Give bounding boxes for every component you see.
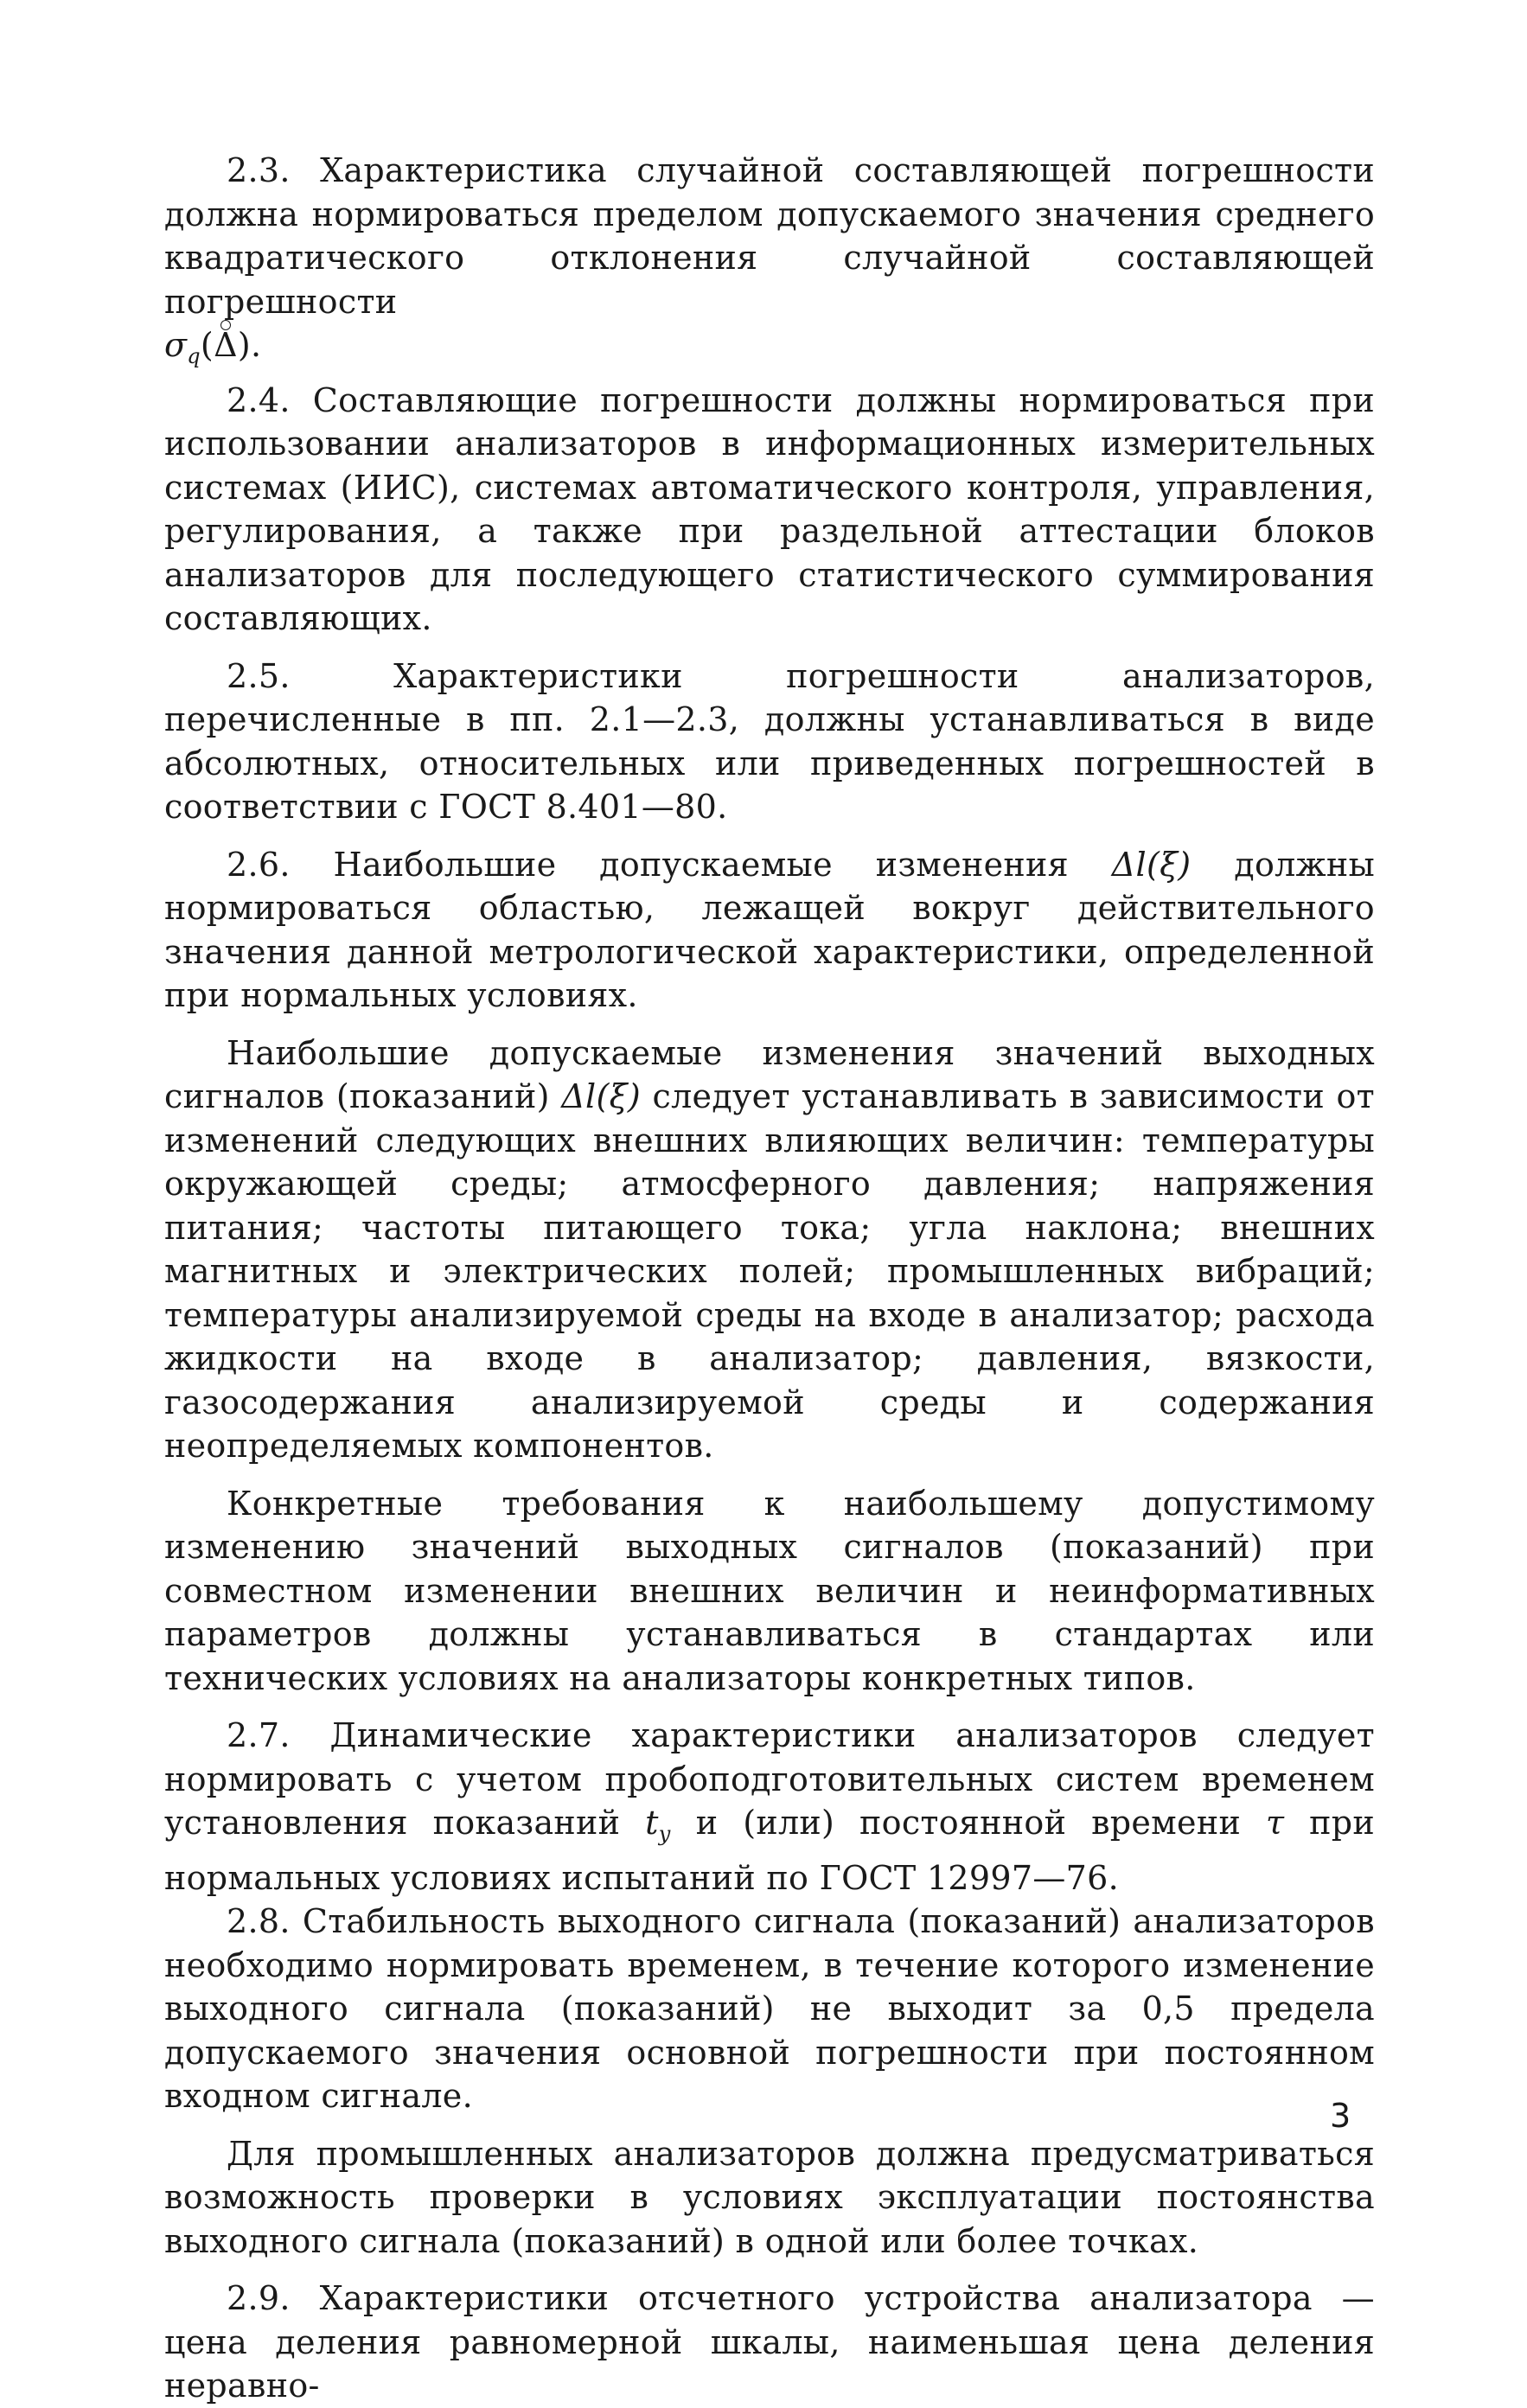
paragraph-2-6-second-text-a: Наибольшие допускаемые изменения значений выходных сигналов (показаний)	[164, 1033, 1375, 1115]
subscript-y: у	[658, 1822, 671, 1846]
paragraph-2-7-text-c: при нормальных условиях испытаний по ГОСТ 12997—76.	[164, 1804, 1375, 1897]
paragraph-2-7	[164, 1714, 1375, 1900]
paragraph-2-5: 2.5. Характеристики погрешности анализаторов, перечисленные в пп. 2.1—2.3, должны устанавливаться в виде абсолютных, относительных или приведенных погрешностей в соответствии с ГОСТ 8.401—80.	[164, 656, 1375, 826]
t-symbol: t	[645, 1804, 659, 1842]
tau-symbol: τ	[1265, 1804, 1285, 1842]
paragraph-2-8-second: Для промышленных анализаторов должна предусматриваться возможность проверки в условиях эксплуатации постоянства выходного сигнала (показаний) в одной или более точках.	[164, 2134, 1375, 2260]
delta-l-xi-symbol-2: Δl(ξ)	[561, 1077, 641, 1115]
paragraph-2-6-second-text-b: следует устанавливать в зависимости от изменений следующих внешних влияющих величин: температуры окружающей среды; атмосферного давления; напряжения питания; частоты питающего тока; угла наклона; внешних магнитных и электрических полей; промышленных вибраций; температуры анализируемой среды на входе в анализатор; расхода жидкости на входе в анализатор; давления, вязкости, газосодержания анализируемой среды и содержания неопределяемых компонентов.	[164, 1077, 1375, 1465]
page-number: 3	[1330, 2097, 1351, 2135]
open-paren: (	[200, 326, 214, 364]
paragraph-2-3-text: 2.3. Характеристика случайной составляющей погрешности должна нормироваться пределом допускаемого значения среднего квадратического отклонения случайной составляющей погрешности	[164, 151, 1375, 321]
paragraph-2-6-text-b: должны нормироваться областью, лежащей вокруг действительного значения данной метрологической характеристики, определенной при нормальных условиях.	[164, 845, 1375, 1014]
paragraph-2-6-text-a: 2.6. Наибольшие допускаемые изменения	[227, 845, 1069, 884]
paragraph-2-6-second	[164, 1032, 1375, 1468]
paragraph-2-7-text-a: 2.7. Динамические характеристики анализаторов следует нормировать с учетом пробоподготовительных систем временем установления показаний	[164, 1716, 1375, 1842]
paragraph-2-4: 2.4. Составляющие погрешности должны нормироваться при использовании анализаторов в информационных измерительных системах (ИИС), системах автоматического контроля, управления, регулирования, а также при раздельной аттестации блоков анализаторов для последующего статистического суммирования составляющих.	[164, 380, 1375, 637]
delta-l-xi-symbol: Δl(ξ)	[1111, 845, 1192, 884]
paragraph-2-6	[164, 843, 1375, 1018]
paragraph-2-3	[164, 149, 1375, 379]
formula-sigma-q-delta	[164, 326, 262, 368]
delta-circle-symbol: Δ	[214, 323, 238, 367]
sigma-symbol: σ	[164, 326, 188, 364]
close-paren: ).	[237, 326, 262, 364]
page-body	[164, 149, 1375, 2408]
paragraph-2-8: 2.8. Стабильность выходного сигнала (показаний) анализаторов необходимо нормировать временем, в течение которого изменение выходного сигнала (показаний) не выходит за 0,5 предела допускаемого значения основной погрешности при постоянном входном сигнале.	[164, 1902, 1375, 2115]
subscript-q: q	[187, 344, 201, 368]
paragraph-2-7-text-b: и (или) постоянной времени	[695, 1804, 1242, 1842]
paragraph-2-6-third: Конкретные требования к наибольшему допустимому изменению значений выходных сигналов (показаний) при совместном изменении внешних величин и неинформативных параметров должны устанавливаться в стандартах или технических условиях на анализаторы конкретных типов.	[164, 1484, 1375, 1697]
paragraph-2-9: 2.9. Характеристики отсчетного устройства анализатора — цена деления равномерной шкалы, наименьшая цена деления неравно-	[164, 2279, 1375, 2405]
